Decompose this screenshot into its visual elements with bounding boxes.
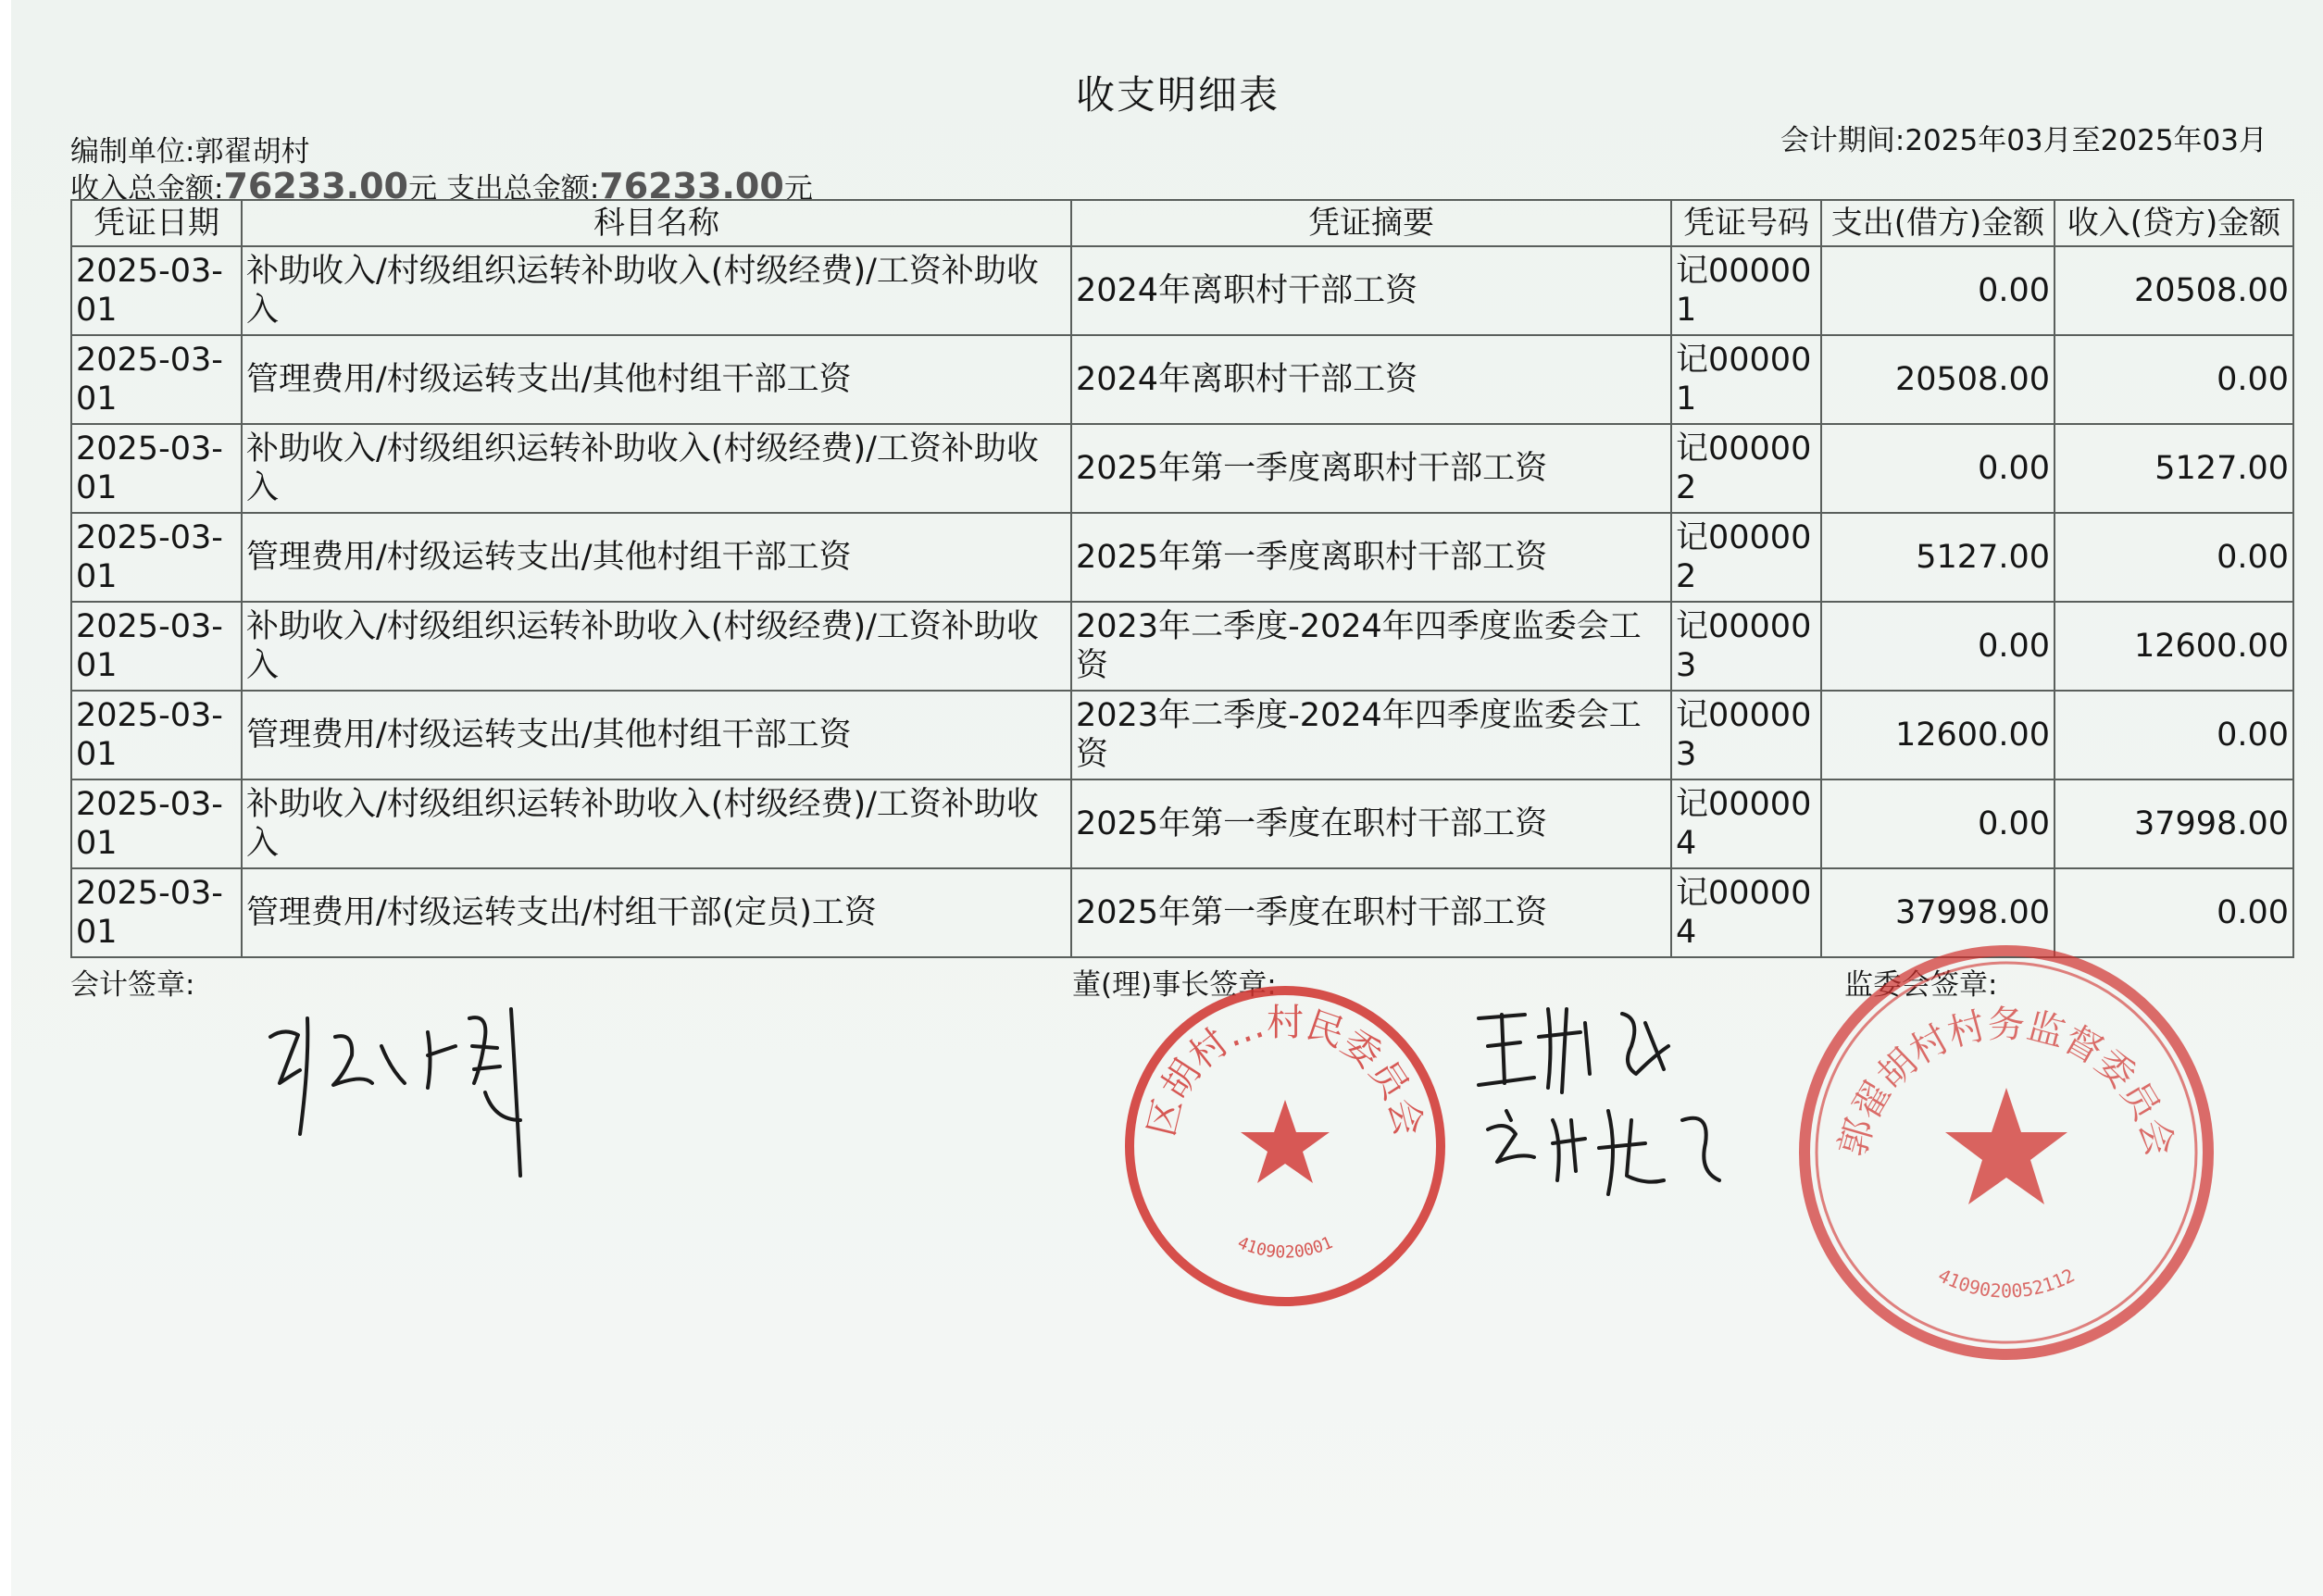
cell-credit: 37998.00 [2054,779,2293,868]
cell-voucher: 记000004 [1671,868,1821,957]
accountant-signature-label: 会计签章: [70,968,195,1002]
cell-account: 管理费用/村级运转支出/其他村组干部工资 [242,335,1071,424]
cell-date: 2025-03-01 [71,513,242,602]
cell-debit: 0.00 [1821,424,2054,513]
cell-voucher: 记000003 [1671,691,1821,779]
accounting-period: 会计期间:2025年03月至2025年03月 [1780,124,2267,157]
cell-account: 管理费用/村级运转支出/其他村组干部工资 [242,513,1071,602]
col-date-header: 凭证日期 [71,200,242,246]
cell-date: 2025-03-01 [71,868,242,957]
table-row [71,335,2293,424]
cell-date: 2025-03-01 [71,691,242,779]
cell-debit: 0.00 [1821,246,2054,335]
cell-account: 补助收入/村级组织运转补助收入(村级经费)/工资补助收入 [242,424,1071,513]
document-title: 收支明细表 [1075,72,1280,118]
village-seal-number: 4109020001 [1234,1232,1336,1263]
cell-account: 补助收入/村级组织运转补助收入(村级经费)/工资补助收入 [242,779,1071,868]
cell-credit: 0.00 [2054,691,2293,779]
cell-account: 补助收入/村级组织运转补助收入(村级经费)/工资补助收入 [242,246,1071,335]
cell-date: 2025-03-01 [71,246,242,335]
table-row [71,246,2293,335]
cell-account: 管理费用/村级运转支出/其他村组干部工资 [242,691,1071,779]
cell-voucher: 记000003 [1671,602,1821,691]
cell-date: 2025-03-01 [71,779,242,868]
currency-suffix: 元 [783,172,813,206]
cell-voucher: 记000002 [1671,513,1821,602]
svg-text:4109020052112 [1935,1264,2079,1302]
supervisor-signature-label: 监委会签章: [1844,968,1998,1002]
cell-summary: 2024年离职村干部工资 [1071,246,1671,335]
director-handwritten-signature [1469,981,1766,1213]
col-debit-header: 支出(借方)金额 [1821,200,2054,246]
ledger-table [70,199,2294,958]
cell-voucher: 记000001 [1671,246,1821,335]
income-total-label: 收入总金额: [70,172,224,206]
cell-credit: 0.00 [2054,335,2293,424]
cell-debit: 20508.00 [1821,335,2054,424]
cell-credit: 20508.00 [2054,246,2293,335]
table-row [71,779,2293,868]
village-seal-arc-text: 区胡村…村民委员会 [1140,1002,1430,1141]
cell-summary: 2024年离职村干部工资 [1071,335,1671,424]
supervisor-seal-arc-text: 郭翟胡村村务监督委员会 [1830,1004,2182,1162]
director-signature-label: 董(理)事长签章: [1072,968,1277,1002]
table-row [71,424,2293,513]
cell-credit: 0.00 [2054,513,2293,602]
supervisory-committee-seal [1793,940,2219,1365]
cell-summary: 2025年第一季度在职村干部工资 [1071,868,1671,957]
cell-summary: 2023年二季度-2024年四季度监委会工资 [1071,691,1671,779]
cell-voucher: 记000001 [1671,335,1821,424]
table-row [71,691,2293,779]
accountant-handwritten-signature [243,981,557,1222]
svg-text:4109020001 [1234,1233,1335,1263]
cell-credit: 5127.00 [2054,424,2293,513]
cell-date: 2025-03-01 [71,602,242,691]
col-account-header: 科目名称 [242,200,1071,246]
cell-credit: 12600.00 [2054,602,2293,691]
table-row [71,602,2293,691]
income-total-amount: 76233.00 [223,166,408,206]
village-committee-seal [1118,979,1452,1313]
cell-summary: 2023年二季度-2024年四季度监委会工资 [1071,602,1671,691]
col-voucher-header: 凭证号码 [1671,200,1821,246]
cell-voucher: 记000002 [1671,424,1821,513]
cell-debit: 0.00 [1821,779,2054,868]
compiling-unit: 编制单位:郭翟胡村 [70,135,310,168]
cell-debit: 0.00 [1821,602,2054,691]
cell-account: 管理费用/村级运转支出/村组干部(定员)工资 [242,868,1071,957]
col-credit-header: 收入(贷方)金额 [2054,200,2293,246]
cell-account: 补助收入/村级组织运转补助收入(村级经费)/工资补助收入 [242,602,1071,691]
col-summary-header: 凭证摘要 [1071,200,1671,246]
cell-debit: 37998.00 [1821,868,2054,957]
cell-voucher: 记000004 [1671,779,1821,868]
cell-date: 2025-03-01 [71,424,242,513]
table-row [71,513,2293,602]
cell-credit: 0.00 [2054,868,2293,957]
cell-summary: 2025年第一季度离职村干部工资 [1071,424,1671,513]
document-sheet [11,0,2323,1596]
table-header-row [71,200,2293,246]
cell-debit: 5127.00 [1821,513,2054,602]
cell-summary: 2025年第一季度离职村干部工资 [1071,513,1671,602]
cell-date: 2025-03-01 [71,335,242,424]
cell-debit: 12600.00 [1821,691,2054,779]
expense-total-label: 元 支出总金额: [407,172,600,206]
supervisor-seal-number: 4109020052112 [1934,1264,2079,1303]
expense-total-amount: 76233.00 [599,166,784,206]
cell-summary: 2025年第一季度在职村干部工资 [1071,779,1671,868]
